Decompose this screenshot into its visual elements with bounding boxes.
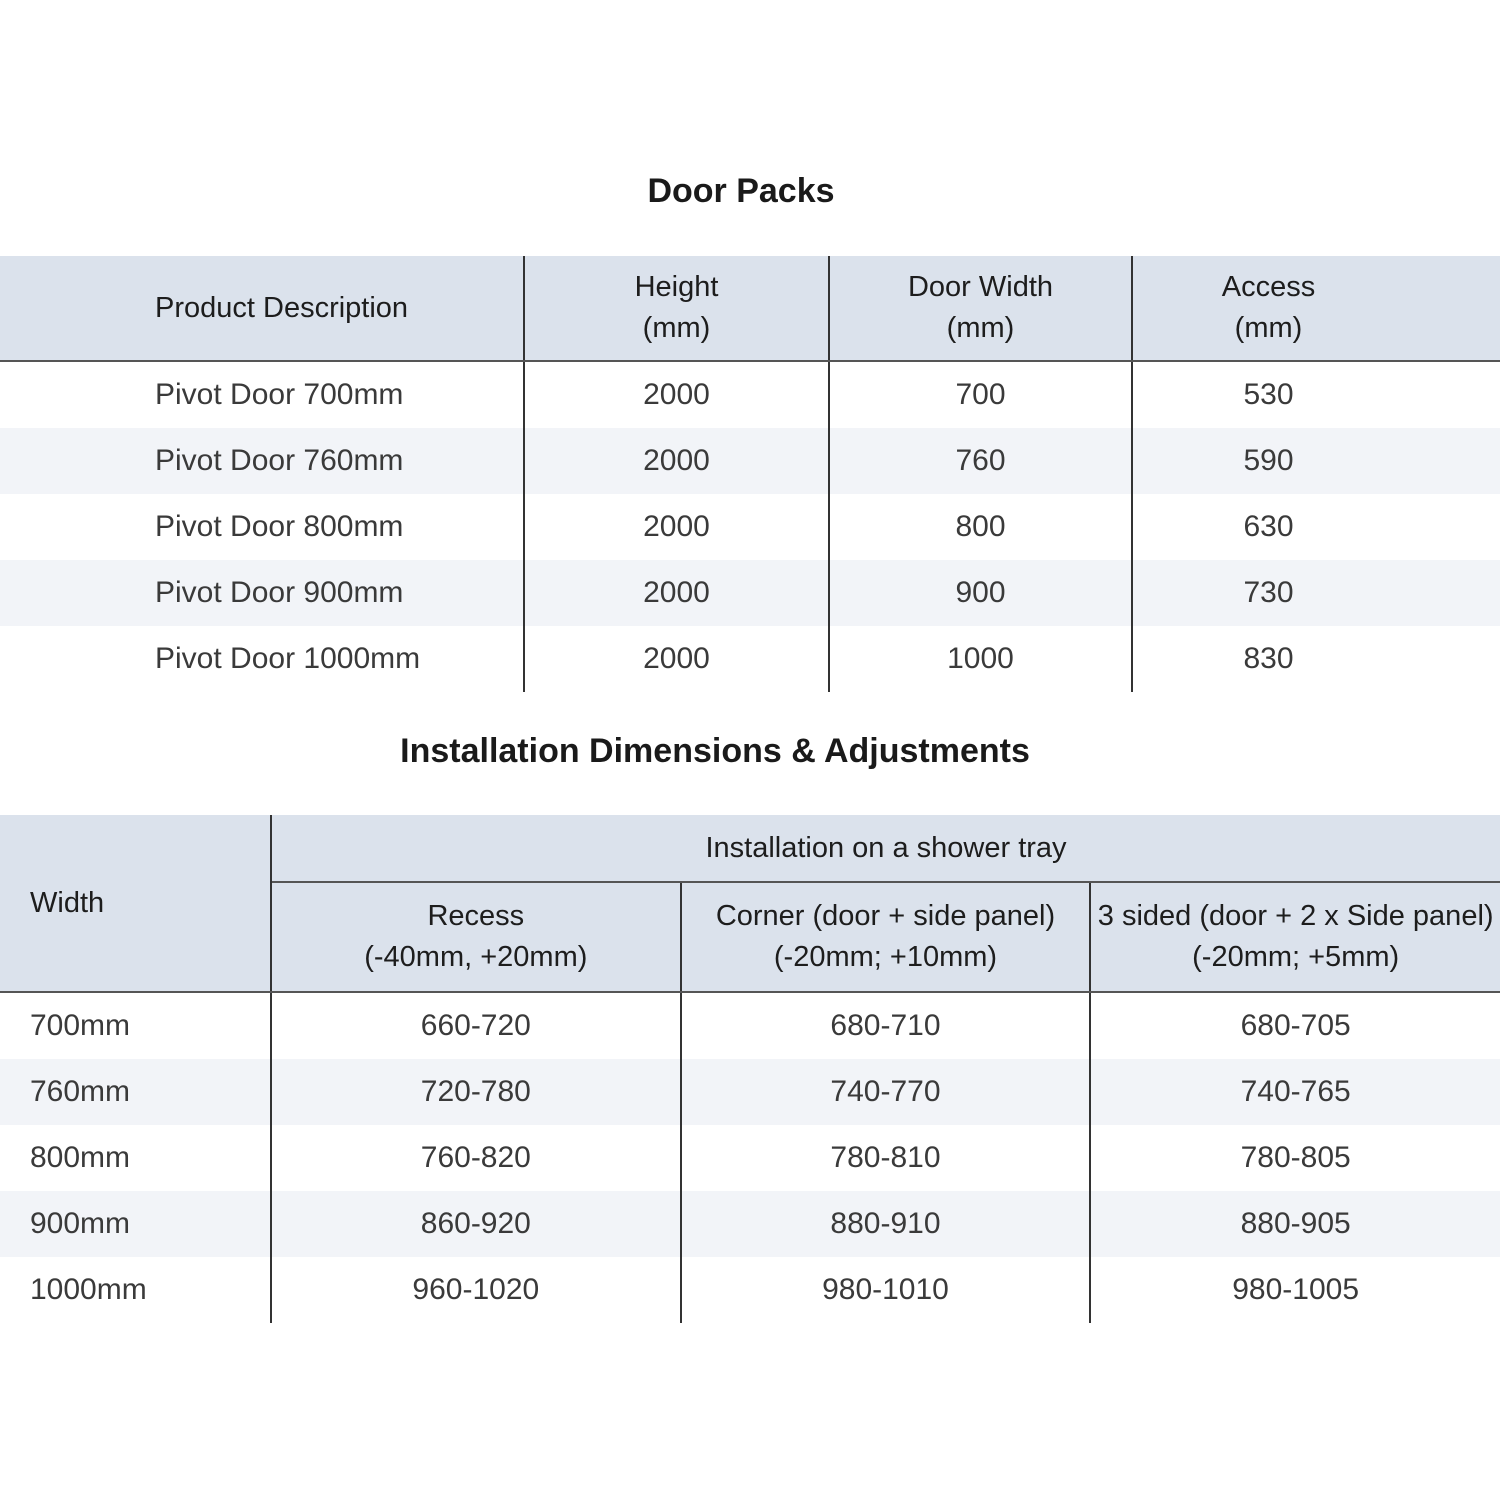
cell-product: Pivot Door 900mm xyxy=(0,560,524,626)
header-width: Width xyxy=(0,815,271,992)
table-row xyxy=(0,1125,1500,1191)
cell-corner: 680-710 xyxy=(681,992,1091,1059)
table-row xyxy=(0,1257,1500,1323)
cell-recess: 720-780 xyxy=(271,1059,681,1125)
cell-recess: 760-820 xyxy=(271,1125,681,1191)
cell-access: 530 xyxy=(1243,378,1294,411)
cell-width: 1000mm xyxy=(0,1257,271,1323)
cell-height: 2000 xyxy=(524,626,829,692)
cell-door-width: 900 xyxy=(829,560,1132,626)
cell-door-width: 760 xyxy=(829,428,1132,494)
cell-width: 700mm xyxy=(0,992,271,1059)
cell-3-sided: 880-905 xyxy=(1090,1191,1500,1257)
table-row xyxy=(0,361,1500,428)
table-header-row xyxy=(0,815,1500,882)
cell-corner: 880-910 xyxy=(681,1191,1091,1257)
cell-height: 2000 xyxy=(524,494,829,560)
cell-width: 900mm xyxy=(0,1191,271,1257)
cell-3-sided: 980-1005 xyxy=(1232,1273,1360,1306)
cell-corner: 780-810 xyxy=(681,1125,1091,1191)
door-packs-table xyxy=(0,256,1500,692)
cell-recess: 960-1020 xyxy=(271,1257,681,1323)
cell-door-width: 800 xyxy=(829,494,1132,560)
header-recess: Recess (-40mm, +20mm) xyxy=(271,882,681,992)
cell-width: 800mm xyxy=(0,1125,271,1191)
cell-product: Pivot Door 800mm xyxy=(0,494,524,560)
cell-door-width: 1000 xyxy=(829,626,1132,692)
table-row xyxy=(0,428,1500,494)
cell-product: Pivot Door 1000mm xyxy=(0,626,524,692)
cell-height: 2000 xyxy=(524,361,829,428)
cell-3-sided: 680-705 xyxy=(1240,1009,1351,1042)
header-3-sided: 3 sided (door + 2 x Side panel) (-20mm; +5mm) xyxy=(1090,882,1500,992)
header-access: Access (mm) xyxy=(1132,256,1500,361)
cell-corner: 740-770 xyxy=(681,1059,1091,1125)
cell-access: 590 xyxy=(1132,428,1500,494)
cell-access: 630 xyxy=(1243,510,1294,543)
cell-recess: 860-920 xyxy=(271,1191,681,1257)
table-row xyxy=(0,560,1500,626)
cell-3-sided: 740-765 xyxy=(1090,1059,1500,1125)
cell-door-width: 700 xyxy=(829,361,1132,428)
table-row xyxy=(0,494,1500,560)
cell-recess: 660-720 xyxy=(271,992,681,1059)
header-corner: Corner (door + side panel) (-20mm; +10mm) xyxy=(681,882,1091,992)
table-row xyxy=(0,992,1500,1059)
table-row xyxy=(0,1059,1500,1125)
cell-height: 2000 xyxy=(524,560,829,626)
cell-access: 830 xyxy=(1243,642,1294,675)
table-row xyxy=(0,1191,1500,1257)
header-door-width: Door Width (mm) xyxy=(829,256,1132,361)
header-installation-group: Installation on a shower tray xyxy=(271,815,1500,882)
table-header-row xyxy=(0,256,1500,361)
installation-title: Installation Dimensions & Adjustments xyxy=(400,732,1030,770)
cell-product: Pivot Door 700mm xyxy=(0,361,524,428)
cell-corner: 980-1010 xyxy=(681,1257,1091,1323)
header-height: Height (mm) xyxy=(524,256,829,361)
cell-width: 760mm xyxy=(0,1059,271,1125)
door-packs-title: Door Packs xyxy=(647,172,835,210)
cell-height: 2000 xyxy=(524,428,829,494)
installation-table xyxy=(0,815,1500,1323)
cell-3-sided: 780-805 xyxy=(1240,1141,1351,1174)
cell-access: 730 xyxy=(1132,560,1500,626)
cell-product: Pivot Door 760mm xyxy=(0,428,524,494)
table-row xyxy=(0,626,1500,692)
header-product-description: Product Description xyxy=(0,256,524,361)
